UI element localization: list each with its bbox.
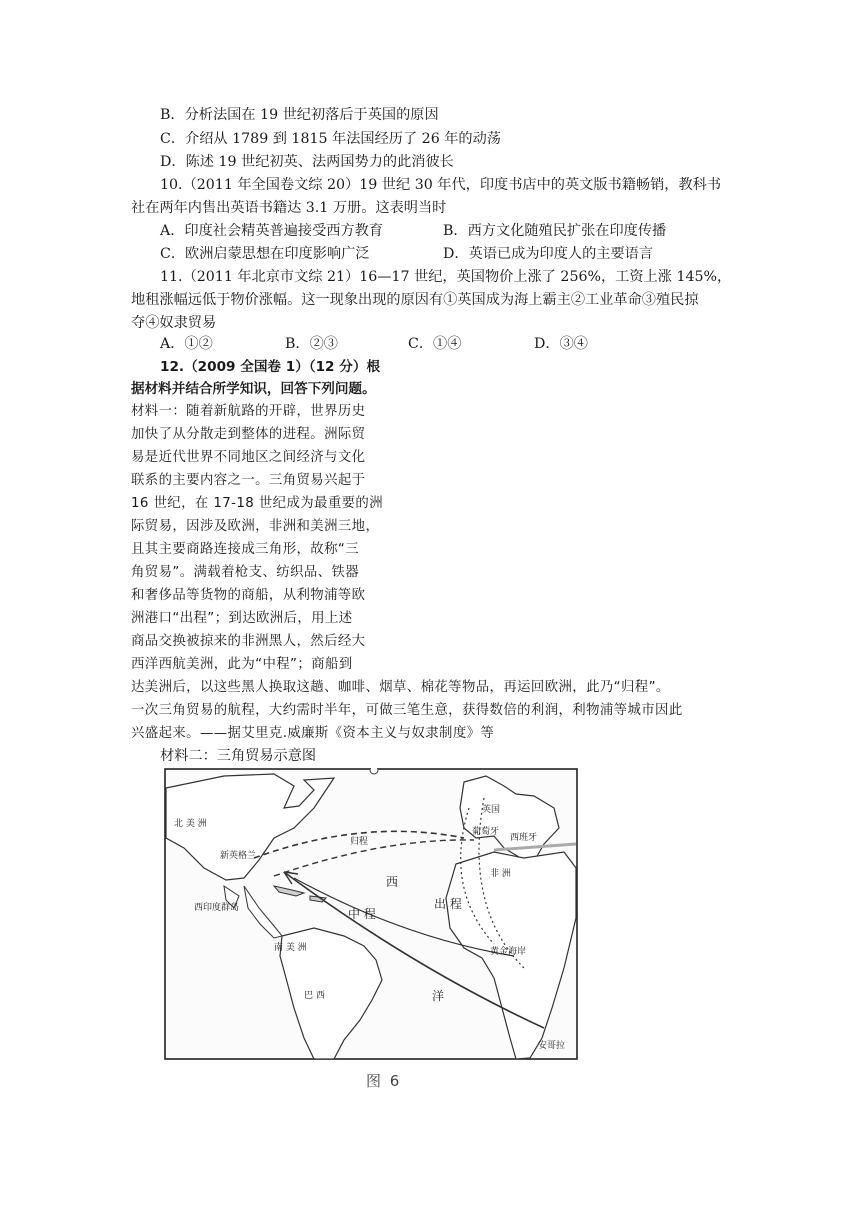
- map-label-atlantic: 洋: [432, 989, 445, 1003]
- material1-line: 商品交换被掠来的非洲黑人，然后经大: [131, 634, 366, 649]
- q11-option-b: B．②③: [285, 336, 338, 352]
- q10-stem-line2: 社在两年内售出英语书籍达 3.1 万册。这表明当时: [131, 200, 447, 216]
- q12-heading-line1: 12.（2009 全国卷 1）（12 分）根: [160, 359, 381, 375]
- map-label-england: 英国: [482, 805, 501, 815]
- map-label-new-england: 新英格兰: [220, 851, 257, 861]
- map-label-middle-route: 中 程: [348, 907, 376, 921]
- material1-line: 一次三角贸易的航程，大约需时半年，可做三笔生意，获得数倍的利润，利物浦等城市因此: [131, 703, 683, 718]
- q9-option-c: C．介绍从 1789 到 1815 年法国经历了 26 年的动荡: [160, 131, 501, 147]
- map-label-angola: 安哥拉: [538, 1041, 566, 1051]
- material1-line: 和奢侈品等货物的商船，从利物浦等欧: [131, 588, 366, 603]
- q9-option-b: B．分析法国在 19 世纪初落后于英国的原因: [160, 107, 439, 123]
- material1-line: 西洋西航美洲，此为“中程”；商船到: [131, 657, 353, 672]
- map-label-return-route: 归程: [350, 837, 369, 847]
- material1-line: 达美洲后，以这些黑人换取这趟、咖啡、烟草、棉花等物品，再运回欧洲，此乃“归程”。: [131, 680, 670, 695]
- q9-option-d: D．陈述 19 世纪初英、法两国势力的此消彼长: [160, 154, 454, 170]
- q10-option-d: D．英语已成为印度人的主要语言: [443, 246, 654, 262]
- figure-caption: 图 6: [366, 1072, 402, 1090]
- map-label-west-ocean: 西: [386, 875, 399, 889]
- q11-option-d: D．③④: [534, 336, 588, 352]
- q11-stem-line3: 夺④奴隶贸易: [131, 315, 217, 331]
- material1-line: 兴盛起来。——据艾里克.威廉斯《资本主义与奴隶制度》等: [131, 726, 495, 741]
- map-label-north-america: 北 美 洲: [174, 819, 207, 829]
- material1-line: 且其主要商路连接成三角形，故称“三: [131, 542, 359, 557]
- map-label-outbound: 出 程: [434, 897, 462, 911]
- material1-line: 角贸易”。满载着枪支、纺织品、铁器: [131, 565, 359, 580]
- map-label-west-indies: 西印度群岛: [194, 903, 240, 913]
- q11-option-c: C．①④: [408, 336, 462, 352]
- q11-stem-line1: 11.（2011 年北京市文综 21）16—17 世纪，英国物价上涨了 256%，工资上涨 145%，: [160, 269, 732, 285]
- map-label-gold-coast: 黄金海岸: [490, 947, 527, 957]
- q12-heading-line2: 据材料并结合所学知识，回答下列问题。: [131, 381, 376, 397]
- q11-stem-line2: 地租涨幅远低于物价涨幅。这一现象出现的原因有①英国成为海上霸主②工业革命③殖民掠: [131, 292, 699, 308]
- material1-line: 16 世纪，在 17-18 世纪成为最重要的洲: [131, 496, 383, 511]
- q10-option-c: C．欧洲启蒙思想在印度影响广泛: [160, 246, 370, 262]
- material1-line: 联系的主要内容之一。三角贸易兴起于: [131, 473, 366, 488]
- q10-option-b: B．西方文化随殖民扩张在印度传播: [443, 223, 667, 239]
- map-label-south-america: 南 美 洲: [274, 943, 307, 953]
- material1-line: 易是近代世界不同地区之间经济与文化: [131, 450, 366, 465]
- q11-option-a: A．①②: [160, 336, 213, 352]
- map-label-portugal: 葡萄牙: [472, 827, 500, 837]
- material1-line: 加快了从分散走到整体的进程。洲际贸: [131, 427, 366, 442]
- material1-line: 洲港口“出程”；到达欧洲后，用上述: [131, 611, 353, 626]
- q10-stem-line1: 10.（2011 年全国卷文综 20）19 世纪 30 年代，印度书店中的英文版书籍畅销，教科书: [160, 177, 722, 193]
- q10-option-a: A．印度社会精英普遍接受西方教育: [160, 223, 384, 239]
- material2-title: 材料二：三角贸易示意图: [160, 748, 317, 764]
- map-label-spain: 西班牙: [510, 833, 538, 843]
- material1-line: 际贸易，因涉及欧洲，非洲和美洲三地，: [131, 519, 380, 534]
- map-label-brazil: 巴 西: [304, 991, 325, 1001]
- material1-line: 材料一：随着新航路的开辟，世界历史: [131, 404, 366, 419]
- triangle-trade-map: [164, 768, 578, 1060]
- map-label-africa: 非 洲: [490, 869, 511, 879]
